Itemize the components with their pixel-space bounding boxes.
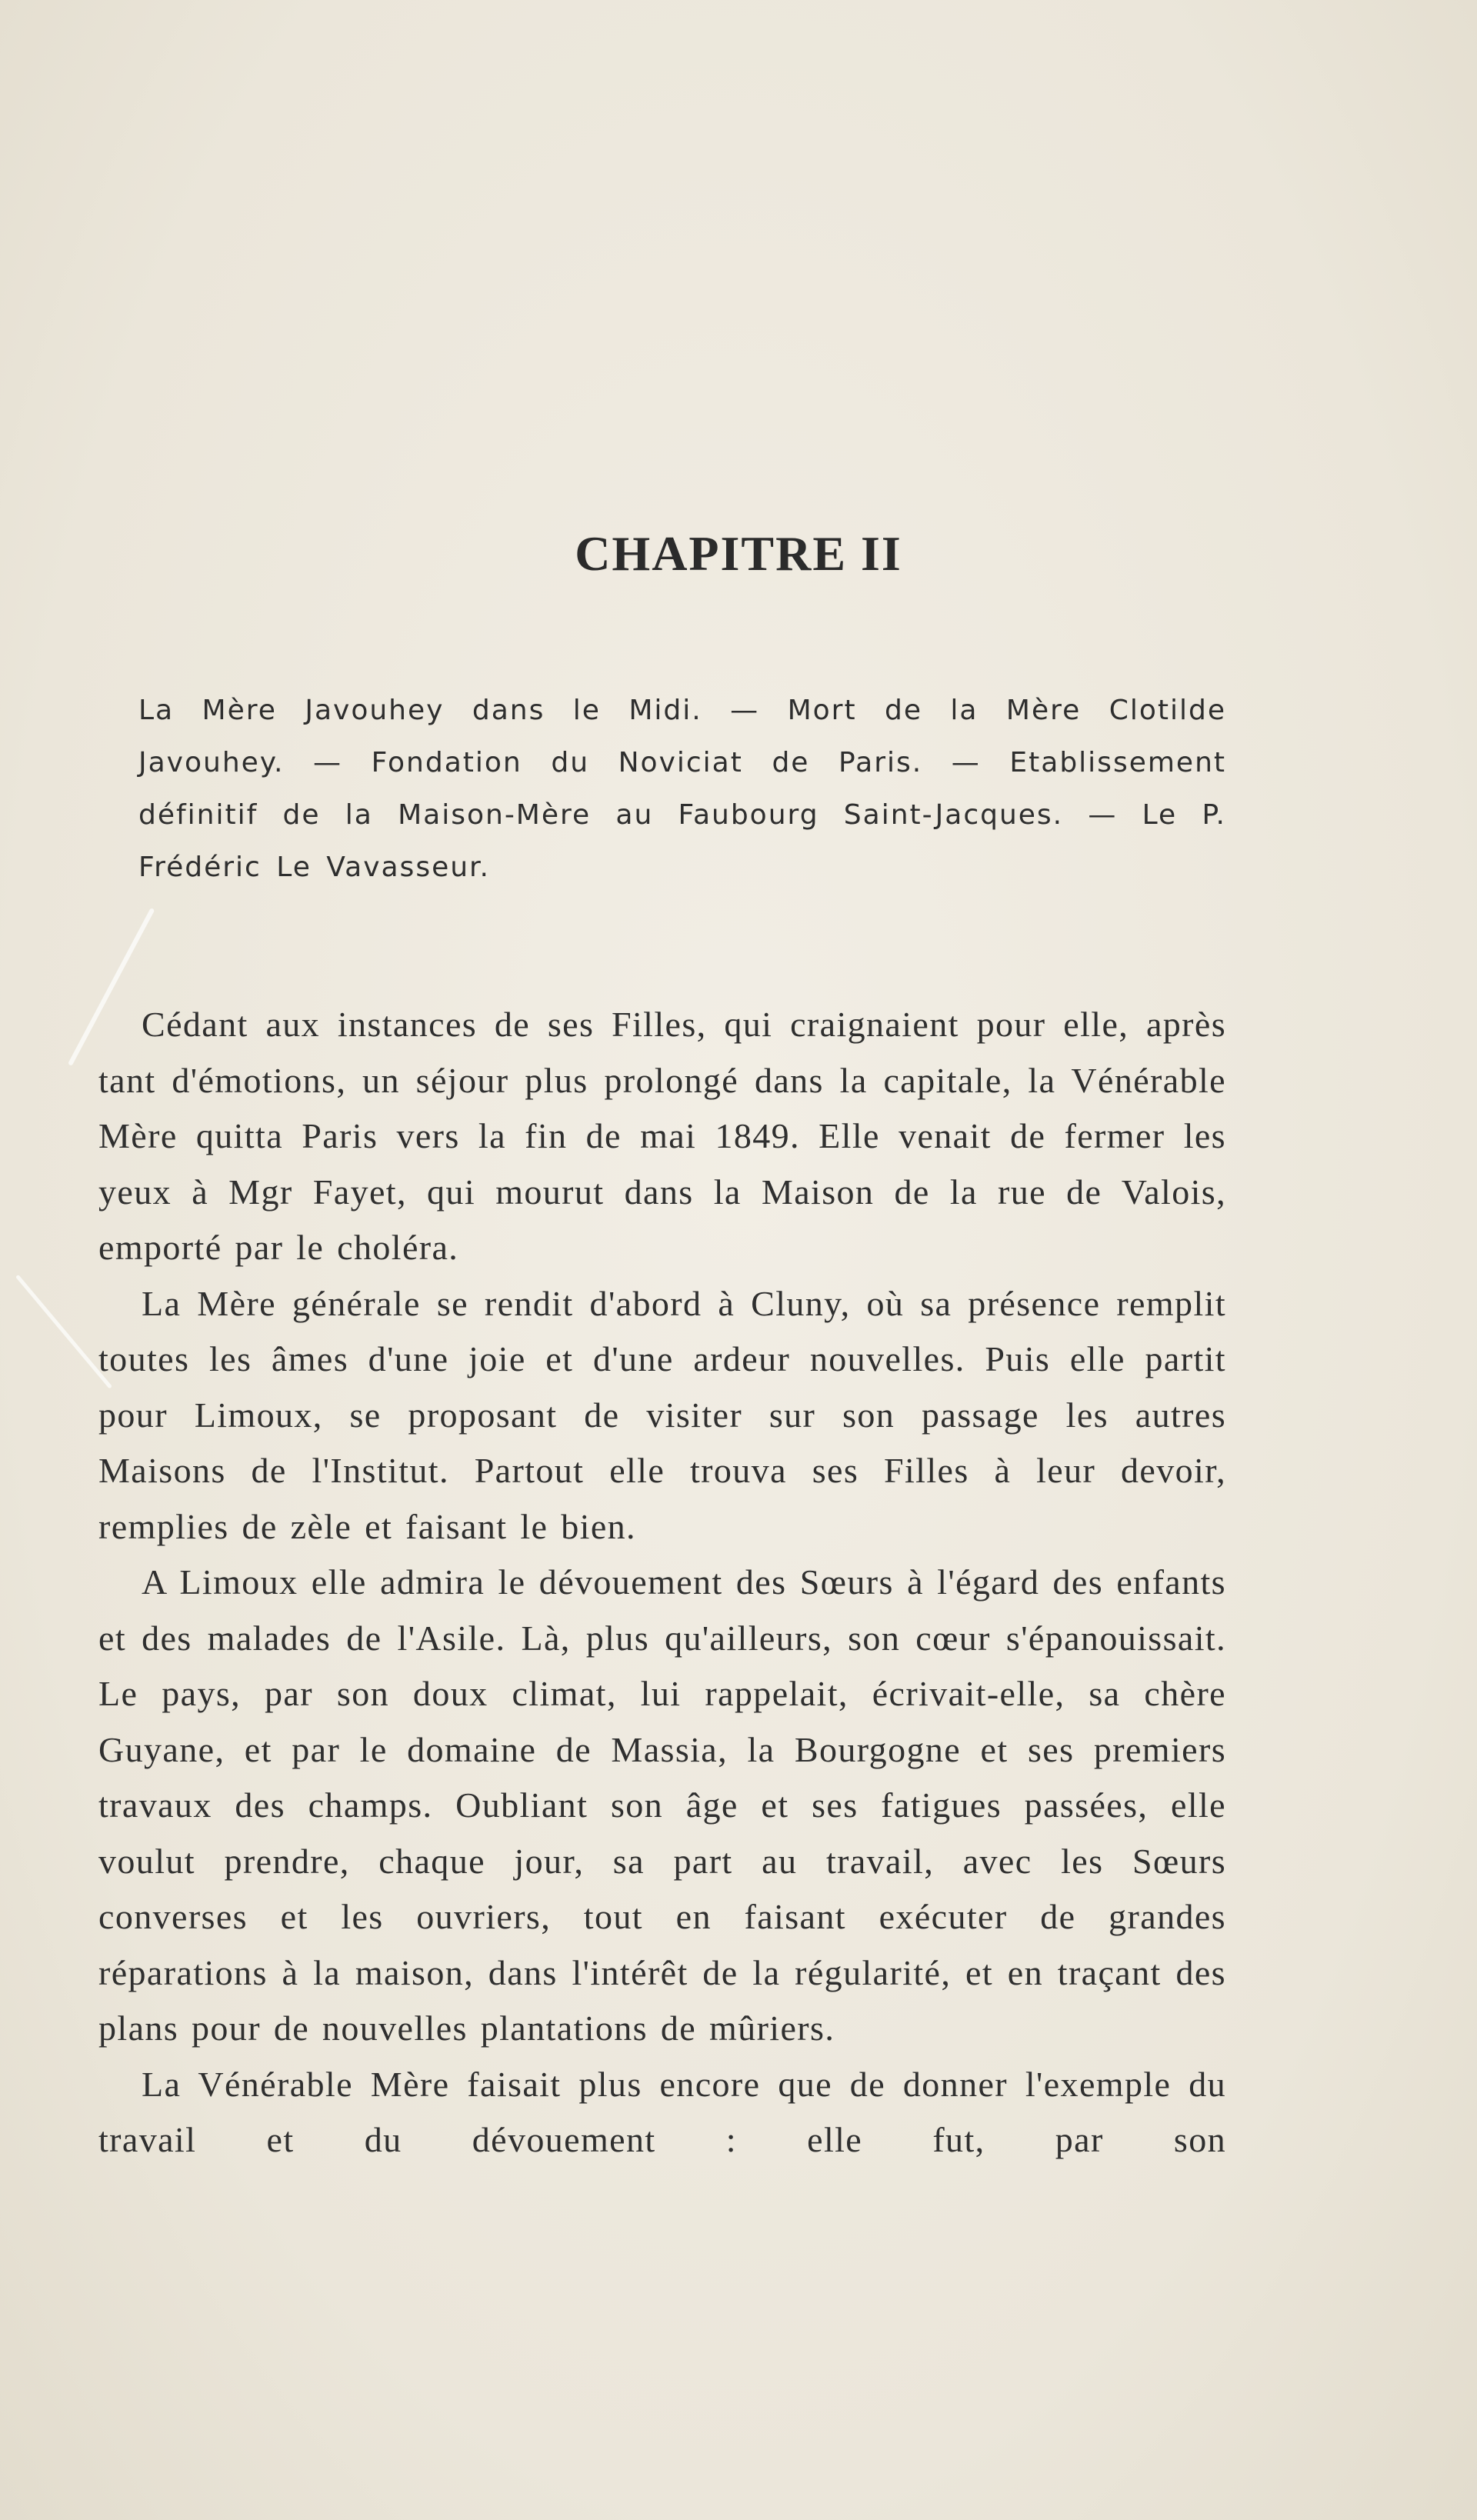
paragraph: Cédant aux instances de ses Filles, qui craignaient pour elle, après tant d'émotions, un séjour plus prolongé dans la capitale, la Vénérable Mère quitta Paris vers la fin de mai 1849. Elle venait de fermer les yeux à Mgr Fayet, qui mourut dans la Maison de la rue de Valois, emporté par le choléra. xyxy=(98,1005,1226,1267)
paragraph: A Limoux elle admira le dévouement des Sœurs à l'égard des enfants et des malades de l'Asile. Là, plus qu'ailleurs, son cœur s'épanouissait. Le pays, par son doux climat, lui rappelait, écrivait-elle, sa chère Guyane, et par le domaine de Massia, la Bourgogne et ses premiers travaux des champs. Oubliant son âge et ses fatigues passées, elle voulut prendre, chaque jour, sa part au travail, avec les Sœurs converses et les ouvriers, tout en faisant exécuter de grandes réparations à la maison, dans l'intérêt de la régularité, et en traçant des plans pour de nouvelles plantations de mûriers. xyxy=(98,1562,1226,2048)
paragraph: La Vénérable Mère faisait plus encore que de donner l'exemple du travail et du dévouement : elle fut, par son xyxy=(98,2064,1226,2159)
chapter-summary: La Mère Javouhey dans le Midi. — Mort de la Mère Clotilde Javouhey. — Fondation du Noviciat de Paris. — Etablissement définitif de la Maison-Mère au Faubourg Saint-Jacques. — Le P. Frédéric Le Vavasseur. xyxy=(138,695,1226,883)
body-text xyxy=(98,997,1226,2168)
chapter-title: CHAPITRE II xyxy=(575,525,902,581)
paragraph: La Mère générale se rendit d'abord à Cluny, où sa présence remplit toutes les âmes d'une joie et d'une ardeur nouvelles. Puis elle partit pour Limoux, se proposant de visiter sur son passage les autres Maisons de l'Institut. Partout elle trouva ses Filles à leur devoir, remplies de zèle et faisant le bien. xyxy=(98,1283,1226,1546)
